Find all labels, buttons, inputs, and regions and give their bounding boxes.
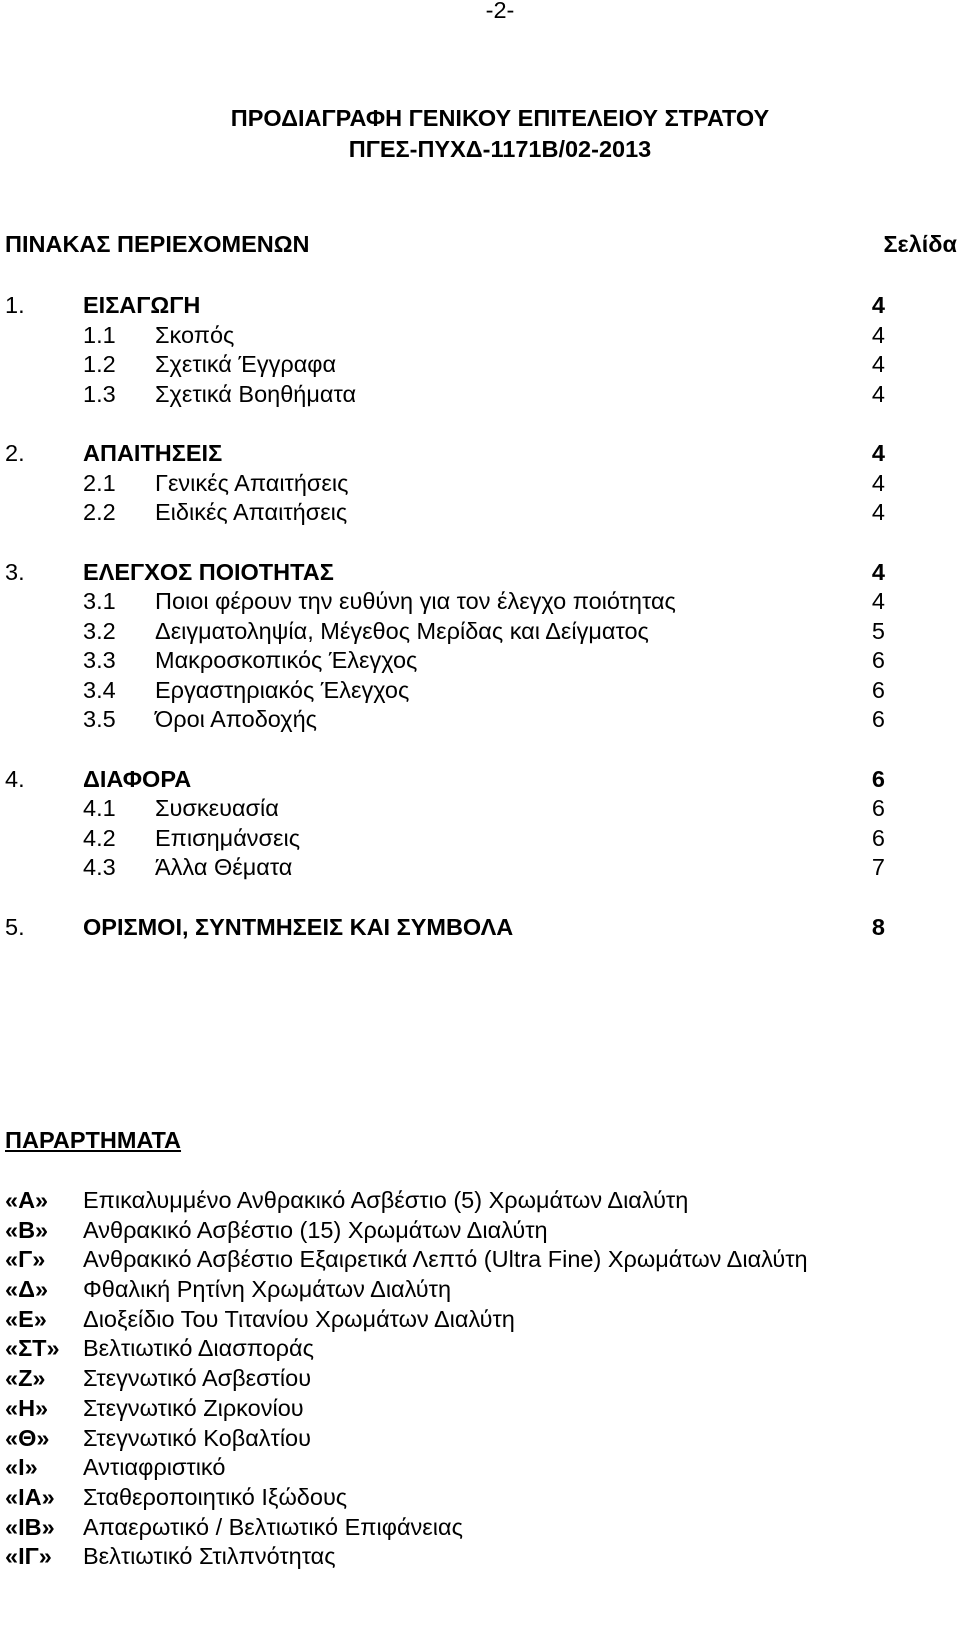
toc-entry-number: 3.5 — [83, 706, 116, 732]
annex-item[interactable] — [5, 1452, 945, 1482]
toc-entry-title: ΟΡΙΣΜΟΙ, ΣΥΝΤΜΗΣΕΙΣ ΚΑΙ ΣΥΜΒΟΛΑ — [83, 913, 514, 940]
toc-entry-title: Άλλα Θέματα — [155, 854, 293, 880]
toc-entry-page: 7 — [871, 854, 885, 880]
toc-entry-title: ΕΙΣΑΓΩΓΗ — [83, 292, 201, 318]
annex-item[interactable] — [5, 1541, 945, 1571]
toc-entry-page: 5 — [871, 617, 885, 644]
annex-code: «Ι» — [5, 1454, 38, 1481]
toc-entry-title: ΑΠΑΙΤΗΣΕΙΣ — [83, 440, 223, 466]
toc-entry-number: 3. — [5, 558, 25, 585]
toc-entry-title: Γενικές Απαιτήσεις — [155, 469, 349, 496]
annex-title: Επικαλυμμένο Ανθρακικό Ασβέστιο (5) Χρωμάτων Διαλύτη — [83, 1187, 689, 1213]
toc-entry-number: 3.3 — [83, 647, 116, 673]
toc-entry-number: 3.2 — [83, 617, 116, 644]
toc-entry-page: 4 — [871, 292, 885, 318]
annex-title: Απαερωτικό / Βελτιωτικό Επιφάνειας — [83, 1513, 463, 1540]
toc-entry-page: 4 — [871, 469, 885, 496]
annex-title: Ανθρακικό Ασβέστιο Εξαιρετικά Λεπτό (Ultra Fine) Χρωμάτων Διαλύτη — [83, 1246, 808, 1273]
toc-entry-page: 4 — [871, 499, 885, 525]
toc-entry-number: 1.1 — [83, 321, 116, 348]
toc-entry-page: 6 — [871, 795, 885, 821]
annex-code: «Δ» — [5, 1276, 49, 1303]
toc-subentry[interactable] — [5, 379, 885, 409]
toc-entry-number: 2.1 — [83, 469, 116, 496]
toc-section — [5, 557, 885, 734]
toc-entry-number: 1. — [5, 292, 25, 318]
toc-entry-number: 2.2 — [83, 499, 116, 525]
annex-title: Ανθρακικό Ασβέστιο (15) Χρωμάτων Διαλύτη — [83, 1216, 548, 1243]
annex-code: «Ζ» — [5, 1365, 46, 1392]
annex-code: «Η» — [5, 1394, 49, 1421]
toc-entry-page: 4 — [871, 558, 885, 585]
toc-entry-number: 3.1 — [83, 588, 116, 614]
toc-entry-title: Ειδικές Απαιτήσεις — [155, 499, 348, 525]
toc-entry-number: 5. — [5, 913, 25, 940]
annex-item[interactable] — [5, 1423, 945, 1453]
toc-entry-number: 2. — [5, 440, 25, 466]
toc-entry-number: 4.2 — [83, 824, 116, 851]
annex-title: Στεγνωτικό Ζιρκονίου — [83, 1394, 304, 1421]
annex-code: «Θ» — [5, 1424, 50, 1451]
annex-code: «ΙΑ» — [5, 1483, 55, 1510]
toc-subentry[interactable] — [5, 468, 885, 498]
annex-code: «ΙΓ» — [5, 1543, 52, 1570]
annex-code: «ΙΒ» — [5, 1513, 55, 1540]
toc-entry-title: ΕΛΕΓΧΟΣ ΠΟΙΟΤΗΤΑΣ — [83, 558, 334, 585]
annex-code: «Α» — [5, 1187, 49, 1213]
document-title: ΠΡΟΔΙΑΓΡΑΦΗ ΓΕΝΙΚΟΥ ΕΠΙΤΕΛΕΙΟΥ ΣΤΡΑΤΟΥ — [230, 105, 770, 131]
annex-code: «Β» — [5, 1216, 49, 1243]
toc-entry-title: Ποιοι φέρουν την ευθύνη για τον έλεγχο ποιότητας — [155, 588, 676, 614]
annex-item[interactable] — [5, 1393, 945, 1423]
toc-entry-title: Μακροσκοπικός Έλεγχος — [155, 647, 418, 673]
toc-entry[interactable] — [5, 764, 885, 794]
annex-item[interactable] — [5, 1363, 945, 1393]
annex-item[interactable] — [5, 1304, 945, 1334]
annexes-heading: ΠΑΡΑΡΤΗΜΑΤΑ — [5, 1127, 182, 1153]
toc-entry-title: Σχετικά Έγγραφα — [155, 351, 337, 377]
toc-entry-title: Σκοπός — [155, 321, 235, 348]
toc-subentry[interactable] — [5, 823, 885, 853]
annex-item[interactable] — [5, 1215, 945, 1245]
annex-code: «Γ» — [5, 1246, 46, 1273]
document-code: ΠΓΕΣ-ΠΥΧΔ-1171Β/02-2013 — [348, 136, 652, 162]
toc-subentry[interactable] — [5, 793, 885, 823]
annex-item[interactable] — [5, 1274, 945, 1304]
annexes-list — [5, 1185, 945, 1571]
toc-entry-title: Συσκευασία — [155, 795, 279, 821]
toc-heading: ΠΙΝΑΚΑΣ ΠΕΡΙΕΧΟΜΕΝΩΝ — [5, 231, 310, 257]
toc-section — [5, 764, 885, 882]
toc-entry-page: 4 — [871, 440, 885, 466]
toc-entry-page: 4 — [871, 351, 885, 377]
toc-entry-title: Επισημάνσεις — [155, 824, 301, 851]
annex-code: «Ε» — [5, 1305, 47, 1332]
annex-code: «ΣΤ» — [5, 1335, 60, 1362]
annex-item[interactable] — [5, 1244, 945, 1274]
annex-title: Σταθεροποιητικό Ιξώδους — [83, 1483, 348, 1510]
toc-subentry[interactable] — [5, 675, 885, 705]
toc-entry-title: ΔΙΑΦΟΡΑ — [83, 765, 192, 792]
document-header — [0, 103, 960, 165]
toc-entry-title: Εργαστηριακός Έλεγχος — [155, 676, 410, 703]
toc-entry-page: 4 — [871, 588, 885, 614]
toc-entry-number: 4.1 — [83, 795, 116, 821]
toc-entry[interactable] — [5, 912, 885, 942]
toc-entry-page: 4 — [871, 321, 885, 348]
toc-entry-number: 4.3 — [83, 854, 116, 880]
toc-section — [5, 290, 885, 408]
toc-page-label: Σελίδα — [883, 231, 957, 257]
annex-title: Στεγνωτικό Ασβεστίου — [83, 1365, 312, 1392]
annex-title: Στεγνωτικό Κοβαλτίου — [83, 1424, 311, 1451]
toc-entry-number: 1.3 — [83, 380, 116, 407]
toc-subentry[interactable] — [5, 320, 885, 350]
annex-item[interactable] — [5, 1333, 945, 1363]
toc-entry-page: 6 — [871, 824, 885, 851]
toc-entry-title: Δειγματοληψία, Μέγεθος Μερίδας και Δείγματος — [155, 617, 649, 644]
toc-subentry[interactable] — [5, 852, 885, 882]
toc-entry-page: 6 — [871, 647, 885, 673]
toc-subentry[interactable] — [5, 586, 885, 616]
annex-item[interactable] — [5, 1185, 945, 1215]
toc-entry-page: 6 — [871, 706, 885, 732]
toc-entry-page: 8 — [871, 913, 885, 940]
toc-entry-number: 1.2 — [83, 351, 116, 377]
toc-entry-title: Όροι Αποδοχής — [155, 706, 317, 732]
toc-entry-page: 4 — [871, 380, 885, 407]
toc-entry-page: 6 — [871, 676, 885, 703]
page-number: -2- — [485, 0, 515, 23]
toc-subentry[interactable] — [5, 616, 885, 646]
annex-title: Αντιαφριστικό — [83, 1454, 226, 1481]
annex-title: Διοξείδιο Του Τιτανίου Χρωμάτων Διαλύτη — [83, 1305, 515, 1332]
toc-subentry[interactable] — [5, 349, 885, 379]
toc-entry-number: 4. — [5, 765, 25, 792]
annex-item[interactable] — [5, 1482, 945, 1512]
toc-entry-number: 3.4 — [83, 676, 116, 703]
toc-subentry[interactable] — [5, 497, 885, 527]
toc-entry[interactable] — [5, 438, 885, 468]
toc-entry[interactable] — [5, 290, 885, 320]
annex-title: Βελτιωτικό Διασποράς — [83, 1335, 314, 1362]
toc-entry-title: Σχετικά Βοηθήματα — [155, 380, 357, 407]
table-of-contents — [5, 290, 885, 941]
toc-heading-row — [5, 229, 957, 259]
toc-subentry[interactable] — [5, 645, 885, 675]
toc-section — [5, 438, 885, 527]
toc-subentry[interactable] — [5, 704, 885, 734]
toc-entry-page: 6 — [871, 765, 885, 792]
annex-title: Βελτιωτικό Στιλπνότητας — [83, 1543, 336, 1570]
annex-title: Φθαλική Ρητίνη Χρωμάτων Διαλύτη — [83, 1276, 452, 1303]
toc-section — [5, 912, 885, 942]
toc-entry[interactable] — [5, 557, 885, 587]
annex-item[interactable] — [5, 1512, 945, 1542]
